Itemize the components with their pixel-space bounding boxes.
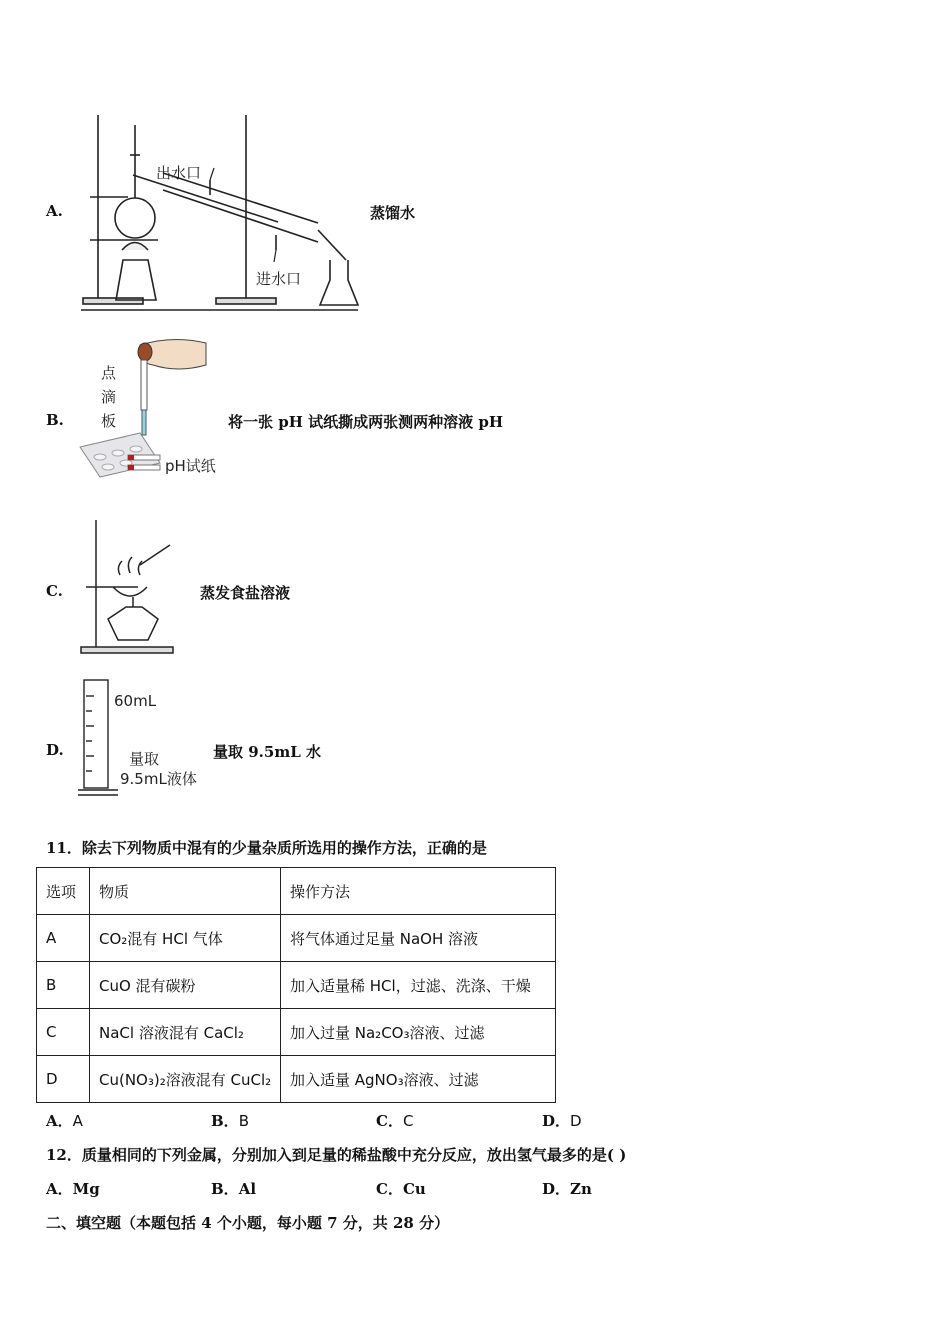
table-cell: C (37, 1009, 90, 1056)
choice-value: B (238, 1112, 249, 1130)
option-c-text: 蒸发食盐溶液 (200, 584, 291, 602)
choice-label: B． (211, 1180, 239, 1198)
table-row (37, 915, 556, 962)
section-2-title: 二、填空题（本题包括 4 个小题，每小题 7 分，共 28 分） (46, 1214, 450, 1232)
choice-label: C． (376, 1112, 403, 1130)
choice-value: C (402, 1112, 414, 1130)
choice-value: Zn (570, 1180, 592, 1198)
q12-choice-d[interactable] (542, 1178, 592, 1199)
choice-value: D (570, 1112, 582, 1130)
q11-choice-a[interactable] (46, 1110, 83, 1131)
table-row (37, 1009, 556, 1056)
choice-label: B． (211, 1112, 239, 1130)
choice-value: Al (238, 1180, 257, 1198)
table-cell: B (37, 962, 90, 1009)
outlet-label: 出水口 (156, 164, 202, 182)
choice-value: Mg (72, 1180, 100, 1198)
table-cell: 加入适量 AgNO₃溶液、过滤 (281, 1056, 556, 1103)
option-b-text: 将一张 pH 试纸撕成两张测两种溶液 pH (228, 413, 503, 431)
volume-label: 9.5mL液体 (120, 770, 197, 788)
cylinder-capacity-label: 60mL (114, 692, 157, 710)
header-option: 选项 (37, 868, 90, 915)
table-cell: 将气体通过足量 NaOH 溶液 (281, 915, 556, 962)
option-d-text: 量取 9.5mL 水 (213, 743, 321, 761)
choice-label: D． (542, 1112, 571, 1130)
choice-label: A． (46, 1180, 73, 1198)
option-a-label: A. (46, 202, 63, 220)
option-a-text: 蒸馏水 (370, 204, 416, 222)
distillation-apparatus-figure (78, 110, 368, 315)
table-cell: 加入过量 Na₂CO₃溶液、过滤 (281, 1009, 556, 1056)
table-cell: A (37, 915, 90, 962)
table-header-row (37, 868, 556, 915)
q12-choice-c[interactable] (376, 1178, 426, 1199)
table-cell: CO₂混有 HCl 气体 (90, 915, 281, 962)
table-row (37, 962, 556, 1009)
table-cell: 加入适量稀 HCl，过滤、洗涤、干燥 (281, 962, 556, 1009)
option-b-label: B. (46, 411, 64, 429)
table-cell: D (37, 1056, 90, 1103)
q12-choice-a[interactable] (46, 1178, 100, 1199)
question-12-stem: 12．质量相同的下列金属，分别加入到足量的稀盐酸中充分反应，放出氢气最多的是( ) (46, 1146, 627, 1164)
choice-label: A． (46, 1112, 73, 1130)
question-11-stem: 11．除去下列物质中混有的少量杂质所选用的操作方法，正确的是 (46, 839, 487, 857)
q11-choice-c[interactable] (376, 1110, 413, 1131)
table-cell: Cu(NO₃)₂溶液混有 CuCl₂ (90, 1056, 281, 1103)
inlet-label: 进水口 (256, 270, 302, 288)
impurity-removal-table (36, 867, 556, 1103)
choice-value: Cu (402, 1180, 426, 1198)
choice-value: A (72, 1112, 83, 1130)
table-cell: CuO 混有碳粉 (90, 962, 281, 1009)
choice-label: D． (542, 1180, 571, 1198)
spot-plate-char-2: 滴 (101, 388, 117, 406)
measure-label: 量取 (129, 750, 160, 768)
q11-choice-b[interactable] (211, 1110, 249, 1131)
header-substance: 物质 (90, 868, 281, 915)
option-c-label: C. (46, 582, 63, 600)
evaporation-figure (78, 515, 178, 657)
spot-plate-char-1: 点 (101, 364, 117, 382)
q11-choice-d[interactable] (542, 1110, 582, 1131)
choice-label: C． (376, 1180, 403, 1198)
table-row (37, 1056, 556, 1103)
option-d-label: D. (46, 741, 64, 759)
table-cell: NaCl 溶液混有 CaCl₂ (90, 1009, 281, 1056)
ph-paper-label: pH试纸 (165, 457, 216, 475)
spot-plate-char-3: 板 (101, 412, 117, 430)
header-method: 操作方法 (281, 868, 556, 915)
q12-choice-b[interactable] (211, 1178, 256, 1199)
